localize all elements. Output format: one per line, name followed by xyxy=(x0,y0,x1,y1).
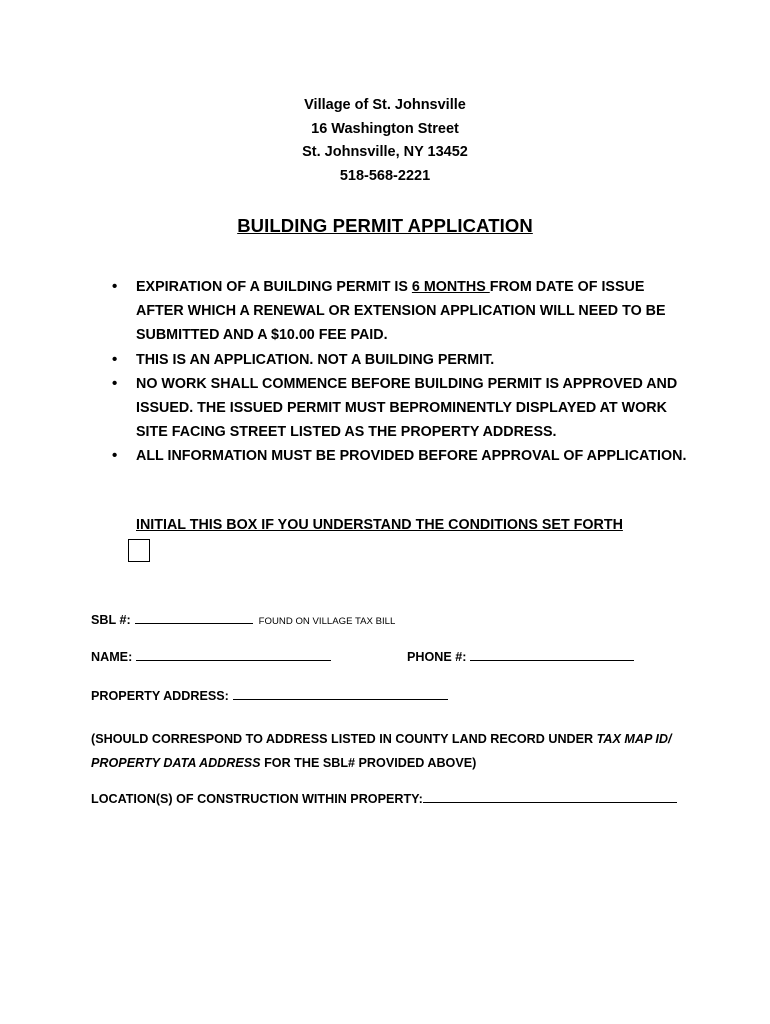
sbl-row xyxy=(91,612,395,627)
instruction-emphasis: TAX MAP ID/ PROPERTY DATA ADDRESS xyxy=(91,732,672,770)
list-item xyxy=(110,275,690,348)
village-name: Village of St. Johnsville xyxy=(304,97,466,113)
sbl-field[interactable] xyxy=(135,612,253,624)
location-field[interactable] xyxy=(423,791,677,803)
property-address-field[interactable] xyxy=(233,688,448,700)
phone-row xyxy=(407,649,634,664)
list-item xyxy=(110,444,690,468)
bullet-text: FROM DATE OF ISSUE AFTER WHICH A RENEWAL OR EXTENSION APPLICATION WILL NEED TO BE SUBMITTED AND A $10.00 FEE PAID. xyxy=(136,279,666,344)
phone-label: PHONE #: xyxy=(407,650,467,664)
property-address-label: PROPERTY ADDRESS: xyxy=(91,689,229,703)
page-title: BUILDING PERMIT APPLICATION xyxy=(237,215,533,236)
property-address-row xyxy=(91,688,448,703)
phone-number: 518-568-2221 xyxy=(339,167,431,184)
location-label: LOCATION(S) OF CONSTRUCTION WITHIN PROPERTY: xyxy=(91,792,423,806)
conditions-list xyxy=(110,275,690,469)
instruction-text: (SHOULD CORRESPOND TO ADDRESS LISTED IN COUNTY LAND RECORD UNDER xyxy=(91,732,597,746)
address-instruction xyxy=(91,728,691,775)
instruction-text: FOR THE SBL# PROVIDED ABOVE) xyxy=(260,755,477,770)
location-row xyxy=(91,791,677,806)
name-row xyxy=(91,649,331,664)
list-item xyxy=(110,372,690,445)
list-item xyxy=(110,348,690,372)
bullet-text: NO WORK SHALL COMMENCE BEFORE BUILDING PERMIT IS APPROVED AND ISSUED. THE ISSUED PERMIT MUST BEPROMINENTLY DISPLAYED AT WORK SITE FACING STREET LISTED AS THE PROPERTY ADDRESS. xyxy=(136,375,678,441)
bullet-emphasis: 6 MONTHS xyxy=(411,279,490,295)
sbl-note: FOUND ON VILLAGE TAX BILL xyxy=(258,616,396,627)
initial-box[interactable] xyxy=(128,539,150,562)
sbl-label: SBL #: xyxy=(91,613,131,627)
bullet-text: ALL INFORMATION MUST BE PROVIDED BEFORE APPROVAL OF APPLICATION. xyxy=(136,448,687,465)
bullet-text: THIS IS AN APPLICATION. NOT A BUILDING PERMIT. xyxy=(136,351,495,368)
street-address: 16 Washington Street xyxy=(311,120,459,137)
initial-box-label: INITIAL THIS BOX IF YOU UNDERSTAND THE CONDITIONS SET FORTH xyxy=(136,517,623,533)
city-state-zip: St. Johnsville, NY 13452 xyxy=(302,144,468,160)
letterhead xyxy=(0,94,770,188)
phone-field[interactable] xyxy=(470,649,634,661)
name-field[interactable] xyxy=(136,649,331,661)
bullet-text: EXPIRATION OF A BUILDING PERMIT IS xyxy=(136,279,412,295)
name-label: NAME: xyxy=(91,650,133,664)
